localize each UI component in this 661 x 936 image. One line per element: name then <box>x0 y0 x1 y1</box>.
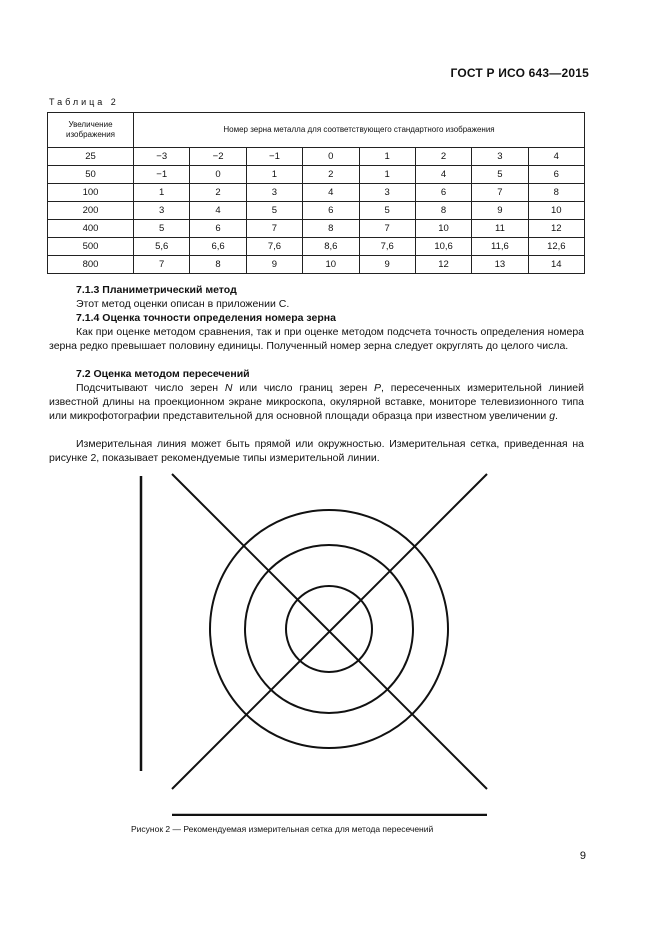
grain-number-cell: 10 <box>528 202 584 220</box>
table-row <box>48 184 585 202</box>
magnification-cell: 500 <box>48 238 134 256</box>
grain-number-cell: 7,6 <box>359 238 415 256</box>
grain-number-cell: 1 <box>359 166 415 184</box>
section-7-2-paragraph-2: Измерительная линия может быть прямой или окружностью. Измерительная сетка, приведенная на рисунке 2, показывает рекомендуемые типы измерительной линии. <box>49 438 584 465</box>
grain-number-cell: 10,6 <box>415 238 471 256</box>
grain-number-cell: 9 <box>246 256 302 274</box>
grain-number-cell: 4 <box>190 202 246 220</box>
grain-number-cell: 3 <box>472 148 528 166</box>
grain-number-cell: 1 <box>134 184 190 202</box>
grain-number-cell: 8 <box>528 184 584 202</box>
document-code: ГОСТ Р ИСО 643—2015 <box>450 66 589 80</box>
section-7-2-paragraph-1 <box>49 381 584 424</box>
grain-number-cell: 5 <box>359 202 415 220</box>
magnification-cell: 800 <box>48 256 134 274</box>
figure-caption: Рисунок 2 — Рекомендуемая измерительная сетка для метода пересечений <box>131 824 434 834</box>
grain-number-cell: 5 <box>134 220 190 238</box>
symbol-p: P <box>374 382 382 394</box>
grain-number-cell: −1 <box>134 166 190 184</box>
grain-number-cell: 6 <box>190 220 246 238</box>
grain-number-header: Номер зерна металла для соответствующего стандартного изображения <box>134 113 585 148</box>
section-7-1-4-text: Как при оценке методом сравнения, так и при оценке методом подсчета точность определения номера зерна редко превышает половину единицы. Полученный номер зерна следует округлять до целого числа. <box>49 326 584 353</box>
grain-number-cell: −2 <box>190 148 246 166</box>
grain-number-cell: 7 <box>134 256 190 274</box>
grain-number-cell: 1 <box>359 148 415 166</box>
grain-number-cell: 7 <box>246 220 302 238</box>
grain-number-cell: 6 <box>303 202 359 220</box>
grain-number-cell: 4 <box>528 148 584 166</box>
grain-number-cell: 9 <box>472 202 528 220</box>
page-number: 9 <box>579 850 586 862</box>
p1-part-a: Подсчитывают число зерен <box>76 382 225 394</box>
grain-number-cell: −3 <box>134 148 190 166</box>
magnification-cell: 50 <box>48 166 134 184</box>
grain-number-cell: 11,6 <box>472 238 528 256</box>
table-caption: Таблица 2 <box>49 97 119 107</box>
p1-part-b: или число границ зерен <box>232 382 375 394</box>
grain-number-cell: 6 <box>415 184 471 202</box>
grain-number-cell: 9 <box>359 256 415 274</box>
symbol-n: N <box>224 382 233 394</box>
grain-number-cell: 5,6 <box>134 238 190 256</box>
middle-circle <box>245 545 413 713</box>
grain-number-cell: 6,6 <box>190 238 246 256</box>
table-header-row <box>48 113 585 148</box>
table-row <box>48 220 585 238</box>
grain-number-cell: 13 <box>472 256 528 274</box>
grain-number-cell: 8 <box>415 202 471 220</box>
p1-part-c: , пересеченных измерительной линией известной длины на проекционном экране микроскопа, окулярной вставке, мониторе телевизионного типа или микрофотографии представительной для основной площади образца при известном увеличении <box>49 382 585 423</box>
grain-number-cell: 10 <box>303 256 359 274</box>
grain-number-cell: 12 <box>528 220 584 238</box>
grain-number-cell: 0 <box>190 166 246 184</box>
table-row <box>48 148 585 166</box>
grain-number-cell: 2 <box>303 166 359 184</box>
inner-circle <box>286 586 372 672</box>
grain-number-cell: 3 <box>359 184 415 202</box>
grain-number-cell: 4 <box>415 166 471 184</box>
section-7-1-3-title: 7.1.3 Планиметрический метод <box>76 284 237 296</box>
p1-part-d: . <box>555 410 558 423</box>
grain-number-cell: 7 <box>472 184 528 202</box>
magnification-cell: 200 <box>48 202 134 220</box>
magnification-cell: 25 <box>48 148 134 166</box>
grain-number-cell: 5 <box>472 166 528 184</box>
grain-number-cell: −1 <box>246 148 302 166</box>
grain-number-cell: 12,6 <box>528 238 584 256</box>
grain-number-cell: 3 <box>134 202 190 220</box>
table-row <box>48 202 585 220</box>
grain-number-cell: 12 <box>415 256 471 274</box>
measuring-grid-figure <box>130 466 520 816</box>
grain-number-cell: 0 <box>303 148 359 166</box>
section-7-1-3-text: Этот метод оценки описан в приложении С. <box>76 298 290 310</box>
grain-number-cell: 7 <box>359 220 415 238</box>
grain-number-cell: 1 <box>246 166 302 184</box>
grain-number-cell: 2 <box>190 184 246 202</box>
grain-number-cell: 4 <box>303 184 359 202</box>
symbol-g: g <box>549 410 556 423</box>
table-row <box>48 256 585 274</box>
magnification-cell: 400 <box>48 220 134 238</box>
magnification-header: Увеличение изображения <box>48 113 134 148</box>
grain-number-cell: 14 <box>528 256 584 274</box>
grain-number-cell: 8,6 <box>303 238 359 256</box>
section-7-1-4-title: 7.1.4 Оценка точности определения номера зерна <box>76 312 336 324</box>
table-body <box>48 148 585 274</box>
table-row <box>48 238 585 256</box>
grain-number-cell: 5 <box>246 202 302 220</box>
grain-number-cell: 8 <box>190 256 246 274</box>
grain-number-cell: 10 <box>415 220 471 238</box>
magnification-cell: 100 <box>48 184 134 202</box>
grain-number-table <box>47 112 585 274</box>
table-row <box>48 166 585 184</box>
grain-number-cell: 7,6 <box>246 238 302 256</box>
grain-number-cell: 8 <box>303 220 359 238</box>
grain-number-cell: 2 <box>415 148 471 166</box>
section-7-2-title: 7.2 Оценка методом пересечений <box>76 368 250 380</box>
grain-number-cell: 6 <box>528 166 584 184</box>
grain-number-cell: 3 <box>246 184 302 202</box>
grain-number-cell: 11 <box>472 220 528 238</box>
